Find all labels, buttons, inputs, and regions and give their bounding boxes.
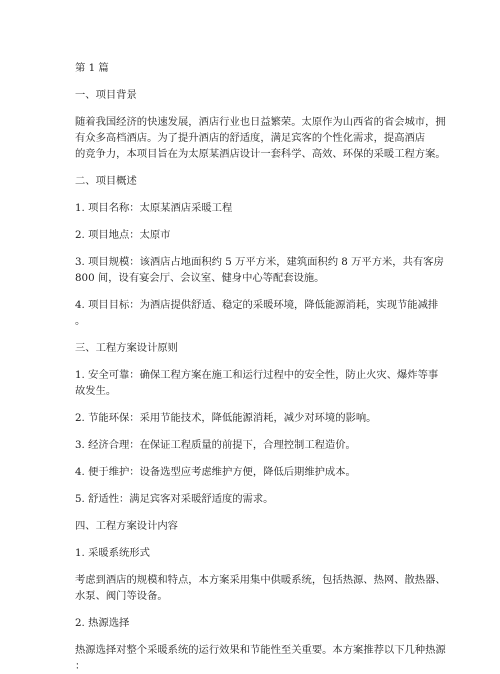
section-heading-overview: 二、项目概述 bbox=[75, 175, 137, 187]
overview-item-name: 1. 项目名称：太原某酒店采暖工程 bbox=[75, 202, 233, 214]
paragraph-line: 。 bbox=[75, 315, 86, 327]
section-heading-design-content: 四、工程方案设计内容 bbox=[75, 520, 178, 532]
heating-system-paragraph bbox=[75, 572, 446, 604]
paragraph-line: 的竞争力，本项目旨在为太原某酒店设计一套科学、高效、环保的采暖工程方案。 bbox=[75, 148, 446, 160]
principle-item-energy: 2. 节能环保：采用节能技术，降低能源消耗，减少对环境的影响。 bbox=[75, 412, 377, 424]
paragraph-line: 4. 项目目标：为酒店提供舒适、稳定的采暖环境，降低能源消耗，实现节能减排 bbox=[75, 299, 439, 311]
section-heading-background: 一、项目背景 bbox=[75, 89, 137, 101]
paragraph-line: 故发生。 bbox=[75, 385, 117, 397]
subheading-heat-source: 2. 热源选择 bbox=[75, 617, 130, 629]
paragraph-line: 3. 项目规模：该酒店占地面积约 5 万平方米，建筑面积约 8 万平方米，共有客房 bbox=[75, 256, 444, 268]
paragraph-line: 热源选择对整个采暖系统的运行效果和节能性至关重要。本方案推荐以下几种热源 bbox=[75, 644, 446, 656]
overview-item-location: 2. 项目地点：太原市 bbox=[75, 229, 171, 241]
principle-item-economy: 3. 经济合理：在保证工程质量的前提下，合理控制工程造价。 bbox=[75, 439, 356, 451]
paragraph-line: ： bbox=[75, 660, 86, 672]
paragraph-line: 800 间，设有宴会厅、会议室、健身中心等配套设施。 bbox=[75, 272, 325, 284]
overview-item-scale bbox=[75, 254, 444, 286]
paragraph-line: 有众多高档酒店。为了提升酒店的舒适度，满足宾客的个性化需求，提高酒店 bbox=[75, 132, 426, 144]
document-page bbox=[75, 60, 446, 674]
principle-item-safety bbox=[75, 367, 439, 399]
part-label: 第 1 篇 bbox=[75, 62, 109, 74]
background-paragraph bbox=[75, 114, 446, 162]
paragraph-line: 水泵、阀门等设备。 bbox=[75, 590, 168, 602]
paragraph-line: 1. 安全可靠：确保工程方案在施工和运行过程中的安全性，防止火灾、爆炸等事 bbox=[75, 369, 439, 381]
paragraph-line: 随着我国经济的快速发展，酒店行业也日益繁荣。太原作为山西省的省会城市，拥 bbox=[75, 116, 446, 128]
section-heading-principles: 三、工程方案设计原则 bbox=[75, 342, 178, 354]
subheading-heating-system: 1. 采暖系统形式 bbox=[75, 547, 150, 559]
paragraph-line: 考虑到酒店的规模和特点，本方案采用集中供暖系统，包括热源、热网、散热器、 bbox=[75, 574, 446, 586]
principle-item-maintenance: 4. 便于维护：设备选型应考虑维护方便，降低后期维护成本。 bbox=[75, 466, 356, 478]
principle-item-comfort: 5. 舒适性：满足宾客对采暖舒适度的需求。 bbox=[75, 493, 274, 505]
overview-item-goal bbox=[75, 297, 439, 329]
